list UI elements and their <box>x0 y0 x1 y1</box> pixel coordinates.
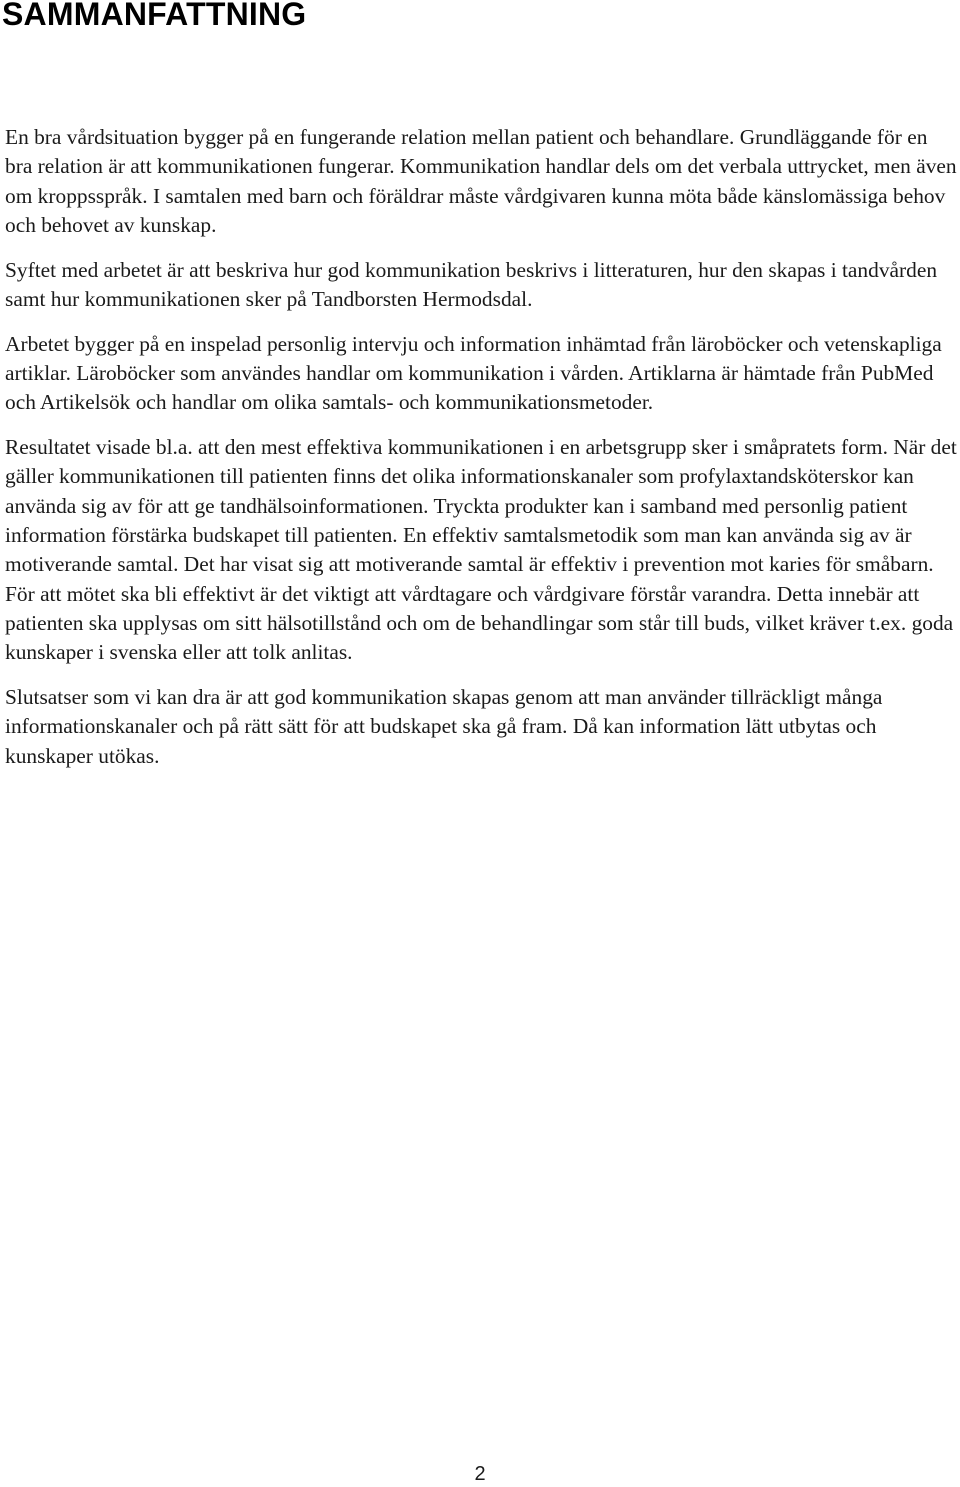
page-title: SAMMANFATTNING <box>2 0 307 32</box>
page-number: 2 <box>474 1463 486 1485</box>
summary-body <box>5 123 957 786</box>
paragraph-results: Resultatet visade bl.a. att den mest effektiva kommunikationen i en arbetsgrupp sker i småpratets form. När det gäller kommunikationen till patienten finns det olika informationskanaler som profylaxtandsköterskor kan använda sig av för att ge tandhälsoinformationen. Tryckta produkter kan i samband med personlig patient information förstärka budskapet till patienten. En effektiv samtalsmetodik som man kan använda sig av är motiverande samtal. Det har visat sig att motiverande samtal är effektiv i prevention mot karies för småbarn. För att mötet ska bli effektivt är det viktigt att vårdtagare och vårdgivare förstår varandra. Detta innebär att patienten ska upplysas om sitt hälsotillstånd och om de behandlingar som står till buds, vilket kräver t.ex. goda kunskaper i svenska eller att tolk anlitas. <box>5 435 957 665</box>
paragraph-method: Arbetet bygger på en inspelad personlig intervju och information inhämtad från läroböcker och vetenskapliga artiklar. Läroböcker som användes handlar om kommunikation i vården. Artiklarna är hämtade från PubMed och Artikelsök och handlar om olika samtals- och kommunikationsmetoder. <box>5 331 942 415</box>
paragraph-conclusions: Slutsatser som vi kan dra är att god kommunikation skapas genom att man använder tillräckligt många informationskanaler och på rätt sätt för att budskapet ska gå fram. Då kan information lätt utbytas och kunskaper utökas. <box>5 685 883 768</box>
paragraph-intro: En bra vårdsituation bygger på en fungerande relation mellan patient och behandlare. Grundläggande för en bra relation är att kommunikationen fungerar. Kommunikation handlar dels om det verbala uttrycket, men även om kroppsspråk. I samtalen med barn och föräldrar måste vårdgivaren kunna möta både känslomässiga behov och behovet av kunskap. <box>5 125 957 237</box>
paragraph-purpose: Syftet med arbetet är att beskriva hur god kommunikation beskrivs i litteraturen, hur den skapas i tandvården samt hur kommunikationen sker på Tandborsten Hermodsdal. <box>5 257 938 311</box>
